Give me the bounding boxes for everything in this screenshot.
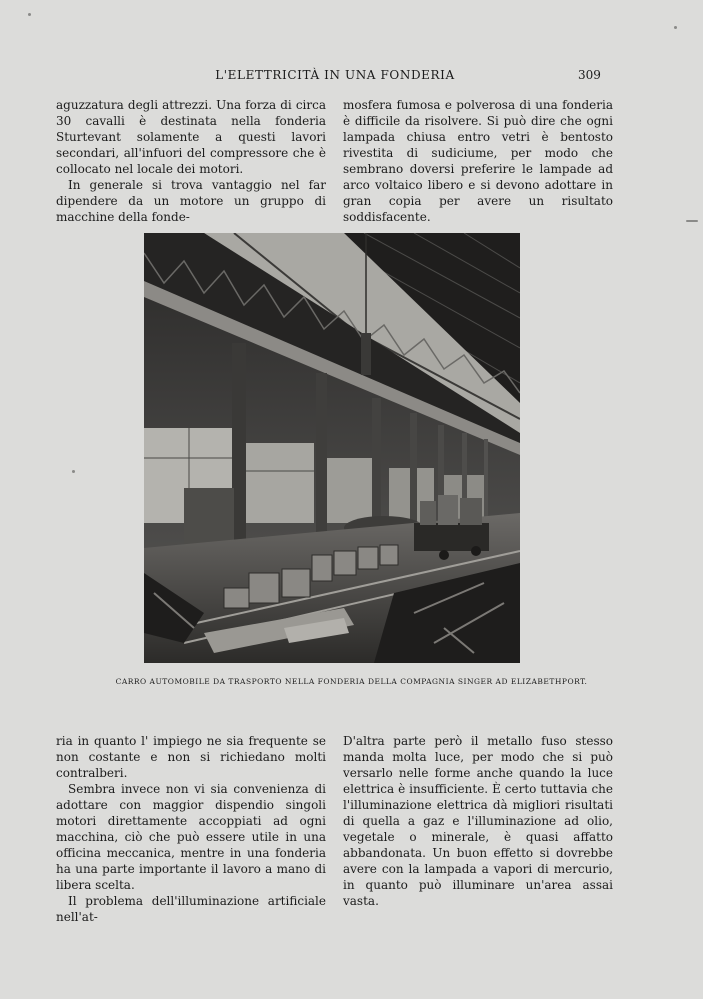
paper-speck bbox=[72, 470, 75, 473]
text-column-bottom-left bbox=[56, 733, 326, 925]
paper-smudge bbox=[686, 220, 698, 222]
paragraph: mosfera fumosa e polverosa di una fonderia è difficile da risolvere. Si può dire che ogni lampada chiusa entro vetri è bentosto rivestita di sudiciume, per modo che sembrano doversi preferire le lampade ad arco voltaico libero e si devono adottare in gran copia per avere un risultato soddisfacente. bbox=[343, 98, 613, 224]
paragraph: ria in quanto l' impiego ne sia frequente se non costante e non si richiedano molti contralberi. bbox=[56, 734, 326, 780]
paper-speck bbox=[674, 26, 677, 29]
running-header: L'ELETTRICITÀ IN UNA FONDERIA bbox=[215, 68, 455, 82]
text-column-top-right bbox=[343, 97, 613, 225]
page-number: 309 bbox=[578, 68, 601, 82]
text-column-bottom-right bbox=[343, 733, 613, 909]
paper-speck bbox=[28, 13, 31, 16]
foundry-photograph bbox=[144, 233, 520, 663]
text-column-top-left bbox=[56, 97, 326, 225]
paragraph: D'altra parte però il metallo fuso stesso manda molta luce, per modo che si può versarlo nelle forme anche quando la luce elettrica è insufficiente. È certo tuttavia che l'illuminazione elettrica dà migliori risultati di quella a gaz e l'illuminazione ad olio, vegetale o minerale, è quasi affatto abbandonata. Un buon effetto si dovrebbe avere con la lampada a vapori di mercurio, in quanto può illuminare un'area assai vasta. bbox=[343, 734, 613, 908]
figure-caption: CARRO AUTOMOBILE DA TRASPORTO NELLA FONDERIA DELLA COMPAGNIA SINGER AD ELIZABETHPORT. bbox=[115, 677, 588, 686]
paragraph: Sembra invece non vi sia convenienza di adottare con maggior dispendio singoli motori direttamente accoppiati ad ogni macchina, ciò che può essere utile in una officina meccanica, mentre in una fonderia ha una parte importante il lavoro a mano di libera scelta. bbox=[56, 782, 326, 892]
paragraph: aguzzatura degli attrezzi. Una forza di circa 30 cavalli è destinata nella fonderia Sturtevant solamente a questi lavori secondari, all'infuori del compressore che è collocato nel locale dei motori. bbox=[56, 98, 326, 176]
paragraph: Il problema dell'illuminazione artificiale nell'at- bbox=[56, 894, 326, 924]
foundry-interior-illustration bbox=[144, 233, 520, 663]
paragraph: In generale si trova vantaggio nel far dipendere da un motore un gruppo di macchine della fonde- bbox=[56, 178, 326, 224]
